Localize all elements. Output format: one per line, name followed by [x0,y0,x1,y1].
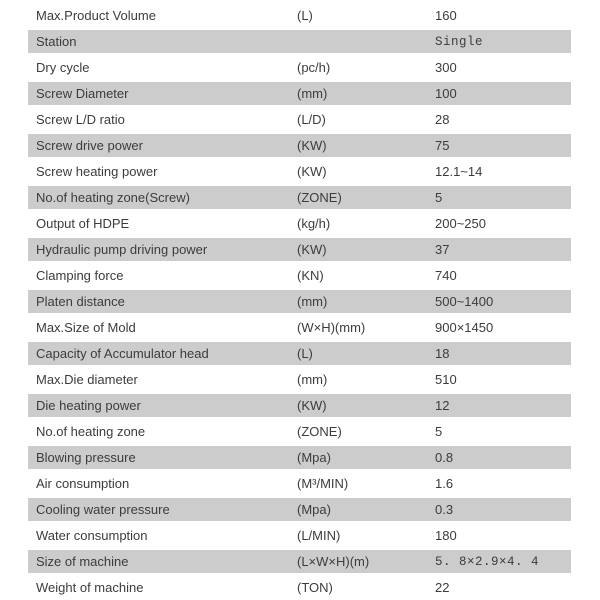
table-row [28,158,571,184]
spec-value: 5 [435,190,443,205]
spec-unit: (L) [297,7,313,23]
spec-label: Max.Die diameter [36,371,138,387]
spec-unit: (kg/h) [297,215,331,231]
table-row [28,470,571,496]
spec-value: 1.6 [435,475,454,491]
spec-value: 740 [435,267,457,283]
table-row [28,184,571,210]
spec-value: 22 [435,579,450,595]
spec-label: Size of machine [36,554,129,569]
table-row [28,444,571,470]
table-row [28,106,571,132]
table-row [28,340,571,366]
spec-label: Screw Diameter [36,86,129,101]
spec-label: Max.Product Volume [36,7,156,23]
spec-unit: (L/MIN) [297,527,341,543]
spec-value: 5 [435,423,443,439]
spec-unit: (KN) [297,267,324,283]
table-row [28,392,571,418]
spec-label: Screw drive power [36,138,143,153]
spec-unit: (L) [297,346,313,361]
spec-value: 900×1450 [435,319,494,335]
spec-label: Air consumption [36,475,130,491]
spec-value: 160 [435,7,457,23]
spec-label: Capacity of Accumulator head [36,346,209,361]
spec-value: 100 [435,86,457,101]
spec-unit: (Mpa) [297,450,331,465]
table-row [28,28,571,54]
table-row [28,210,571,236]
table-row [28,2,571,28]
spec-value: 300 [435,59,457,75]
spec-label: Max.Size of Mold [36,319,136,335]
spec-value: 75 [435,138,450,153]
spec-unit: (Mpa) [297,502,331,517]
spec-unit: (KW) [297,163,327,179]
spec-unit: (KW) [297,138,327,153]
spec-label: Output of HDPE [36,215,130,231]
spec-value: 12.1~14 [435,163,483,179]
spec-unit: (L×W×H)(m) [297,554,370,569]
table-row [28,548,571,574]
spec-label: Blowing pressure [36,450,136,465]
spec-label: Weight of machine [36,579,144,595]
spec-unit: (TON) [297,579,333,595]
spec-value: 28 [435,111,450,127]
spec-unit: (KW) [297,398,327,413]
spec-value: 12 [435,398,450,413]
spec-value: 180 [435,527,457,543]
spec-label: Screw heating power [36,163,158,179]
spec-unit: (mm) [297,371,328,387]
table-row [28,236,571,262]
spec-unit: (mm) [297,294,328,309]
spec-unit: (L/D) [297,111,326,127]
spec-value: 0.8 [435,450,454,465]
spec-label: Cooling water pressure [36,502,170,517]
table-row [28,54,571,80]
spec-label: Screw L/D ratio [36,111,125,127]
spec-value: 5. 8×2.9×4. 4 [435,554,540,569]
spec-unit: (KW) [297,242,327,257]
spec-value: 510 [435,371,457,387]
spec-value: 500~1400 [435,294,494,309]
spec-label: Station [36,34,77,49]
spec-label: No.of heating zone [36,423,146,439]
spec-label: Platen distance [36,294,125,309]
spec-label: Clamping force [36,267,124,283]
table-row [28,80,571,106]
spec-value: 200~250 [435,215,486,231]
spec-value: Single [435,34,484,49]
spec-unit: (mm) [297,86,328,101]
spec-unit: (pc/h) [297,59,331,75]
spec-label: Hydraulic pump driving power [36,242,208,257]
table-row [28,132,571,158]
spec-unit: (W×H)(mm) [297,319,366,335]
spec-unit: (ZONE) [297,423,342,439]
table-row [28,522,571,548]
spec-unit: (M³/MIN) [297,475,349,491]
spec-label: Dry cycle [36,59,90,75]
table-row [28,288,571,314]
table-row [28,314,571,340]
table-row [28,574,571,600]
table-row [28,496,571,522]
spec-label: Water consumption [36,527,148,543]
table-row [28,418,571,444]
spec-value: 0.3 [435,502,454,517]
spec-label: No.of heating zone(Screw) [36,190,190,205]
table-row [28,366,571,392]
spec-unit: (ZONE) [297,190,342,205]
spec-table [28,2,571,600]
spec-label: Die heating power [36,398,141,413]
spec-value: 37 [435,242,450,257]
table-row [28,262,571,288]
spec-value: 18 [435,346,450,361]
